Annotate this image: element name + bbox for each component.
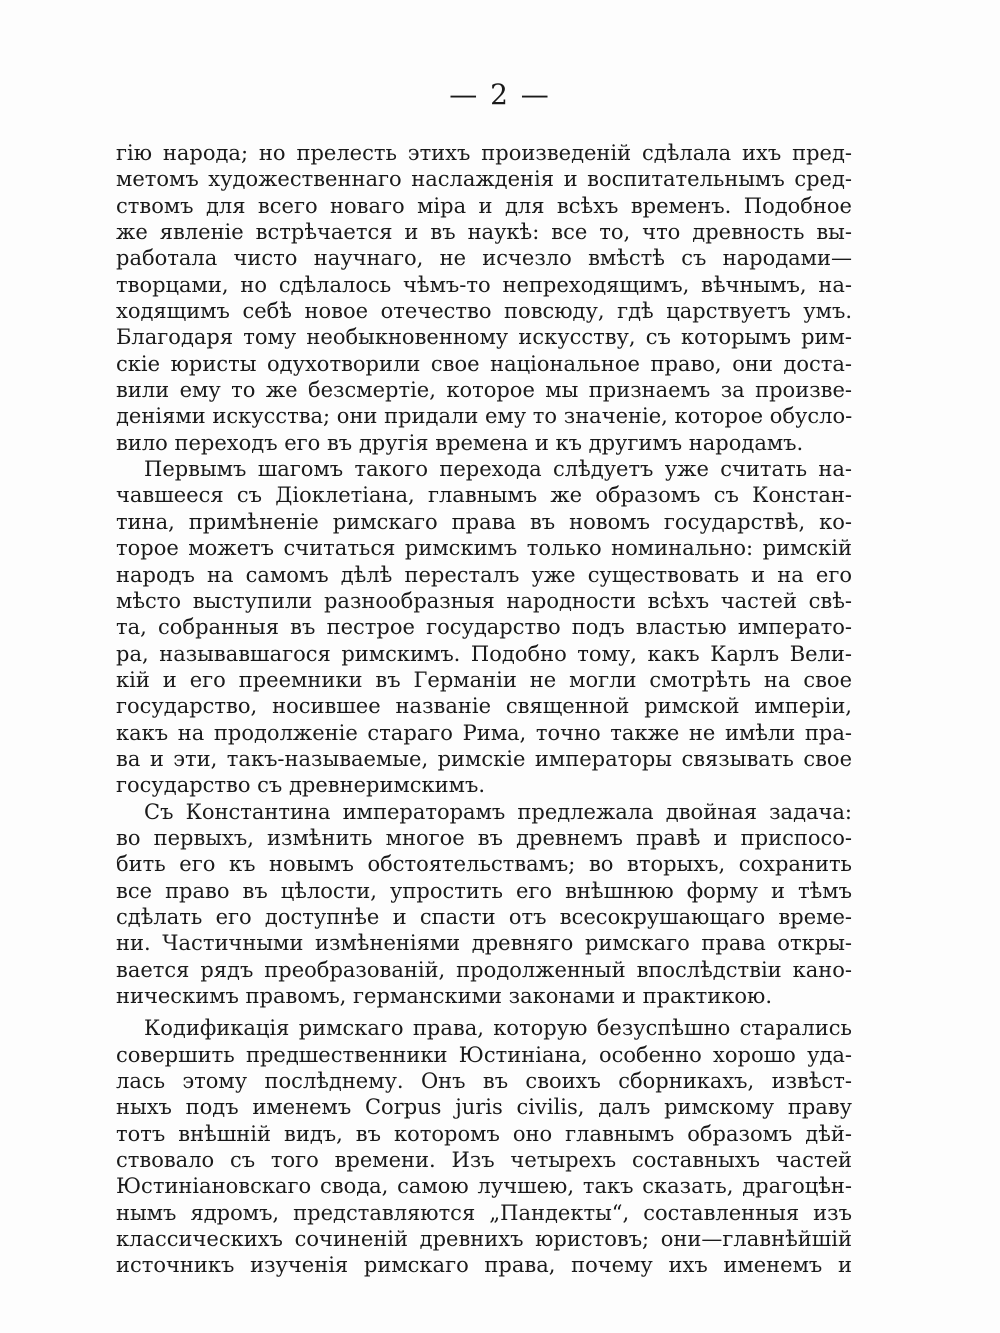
text-line: государство, носившее названіе священной римской имперіи, bbox=[116, 694, 852, 719]
page-number: — 2 — bbox=[449, 78, 551, 111]
text-line: совершить предшественники Юстиніана, особенно хорошо уда- bbox=[116, 1042, 852, 1067]
text-line: ствовало съ того времени. Изъ четырехъ составныхъ частей bbox=[116, 1148, 852, 1173]
text-line: же явленіе встрѣчается и въ наукѣ: все то, что древность вы- bbox=[116, 220, 852, 245]
text-line: кій и его преемники въ Германіи не могли смотрѣть на свое bbox=[116, 667, 852, 692]
text-line: мѣсто выступили разнообразныя народности всѣхъ частей свѣ- bbox=[116, 588, 852, 613]
text-line: все право въ цѣлости, упростить его внѣшнюю форму и тѣмъ bbox=[116, 878, 852, 903]
text-line: Юстиніановскаго свода, самою лучшею, такъ сказать, драгоцѣн- bbox=[116, 1174, 852, 1199]
text-line: классическихъ сочиненій древнихъ юристовъ; они—главнѣйшій bbox=[116, 1227, 852, 1252]
text-line: Первымъ шагомъ такого перехода слѣдуетъ уже считать на- bbox=[144, 457, 852, 482]
text-line: гію народа; но прелесть этихъ произведеній сдѣлала ихъ пред- bbox=[116, 141, 852, 165]
text-line: тотъ внѣшній видъ, въ которомъ оно главнымъ образомъ дѣй- bbox=[116, 1121, 852, 1146]
text-line: какъ на продолженіе стараго Рима, точно также не имѣли пра- bbox=[116, 720, 852, 745]
text-line: та, собранныя въ пестрое государство подъ властью императо- bbox=[116, 615, 852, 640]
text-line: народъ на самомъ дѣлѣ пересталъ уже существовать и на его bbox=[116, 562, 852, 587]
text-line: вило переходъ его въ другія времена и къ другимъ народамъ. bbox=[116, 430, 804, 455]
text-line: сдѣлать его доступнѣе и спасти отъ всесокрушающаго време- bbox=[116, 904, 852, 929]
text-line: ныхъ подъ именемъ Corpus juris civilis, далъ римскому праву bbox=[116, 1095, 852, 1120]
text-line: во первыхъ, измѣнить многое въ древнемъ правѣ и приспосо- bbox=[116, 825, 852, 850]
text-line: Кодификація римскаго права, которую безуспѣшно старались bbox=[144, 1016, 852, 1041]
text-line: чавшееся съ Діоклетіана, главнымъ же образомъ съ Констан- bbox=[116, 483, 852, 508]
text-line: Благодаря тому необыкновенному искусству, съ которымъ рим- bbox=[116, 325, 852, 350]
text-line: нымъ ядромъ, представляются „Пандекты“, составленныя изъ bbox=[116, 1200, 852, 1225]
text-line: ническимъ правомъ, германскими законами и практикою. bbox=[116, 984, 773, 1008]
text-line: ва и эти, такъ-называемые, римскіе императоры связывать свое bbox=[116, 746, 852, 771]
text-line: метомъ художественнаго наслажденія и воспитательнымъ сред- bbox=[116, 167, 852, 192]
text-line: работала чисто научнаго, не исчезло вмѣстѣ съ народами— bbox=[116, 246, 852, 271]
text-line: ходящимъ себѣ новое отечество повсюду, гдѣ царствуетъ умъ. bbox=[116, 299, 852, 324]
text-line: ра, называвшагося римскимъ. Подобно тому, какъ Карлъ Вели- bbox=[116, 641, 852, 666]
text-line: ствомъ для всего новаго міра и для всѣхъ временъ. Подобное bbox=[116, 193, 852, 218]
text-line: ни. Частичными измѣненіями древняго римскаго права откры- bbox=[116, 931, 852, 956]
body-text bbox=[116, 140, 852, 1279]
paragraph-3 bbox=[116, 799, 852, 1010]
text-line: тина, примѣненіе римскаго права въ новомъ государствѣ, ко- bbox=[116, 509, 852, 534]
paragraph-2 bbox=[116, 456, 852, 798]
text-line: государство съ древнеримскимъ. bbox=[116, 773, 486, 798]
text-line: деніями искусства; они придали ему то значеніе, которое обусло- bbox=[116, 404, 853, 429]
text-line: скіе юристы одухотворили свое національное право, они доста- bbox=[116, 351, 852, 376]
text-line: вили ему то же безсмертіе, которое мы признаемъ за произве- bbox=[116, 378, 852, 403]
text-line: торое можетъ считаться римскимъ только номинально: римскій bbox=[116, 536, 852, 561]
text-line: источникъ изученія римскаго права, почему ихъ именемъ и bbox=[116, 1253, 852, 1278]
paragraph-4 bbox=[116, 1015, 852, 1278]
text-line: творцами, но сдѣлалось чѣмъ-то непреходящимъ, вѣчнымъ, на- bbox=[116, 272, 852, 297]
text-line: лась этому послѣднему. Онъ въ своихъ сборникахъ, извѣст- bbox=[116, 1069, 852, 1094]
paragraph-1 bbox=[116, 140, 852, 456]
text-line: Съ Константина императорамъ предлежала двойная задача: bbox=[144, 799, 852, 824]
text-line: вается рядъ преобразованій, продолженный впослѣдствіи кано- bbox=[116, 957, 852, 982]
text-line: бить его къ новымъ обстоятельствамъ; во вторыхъ, сохранить bbox=[116, 852, 852, 877]
